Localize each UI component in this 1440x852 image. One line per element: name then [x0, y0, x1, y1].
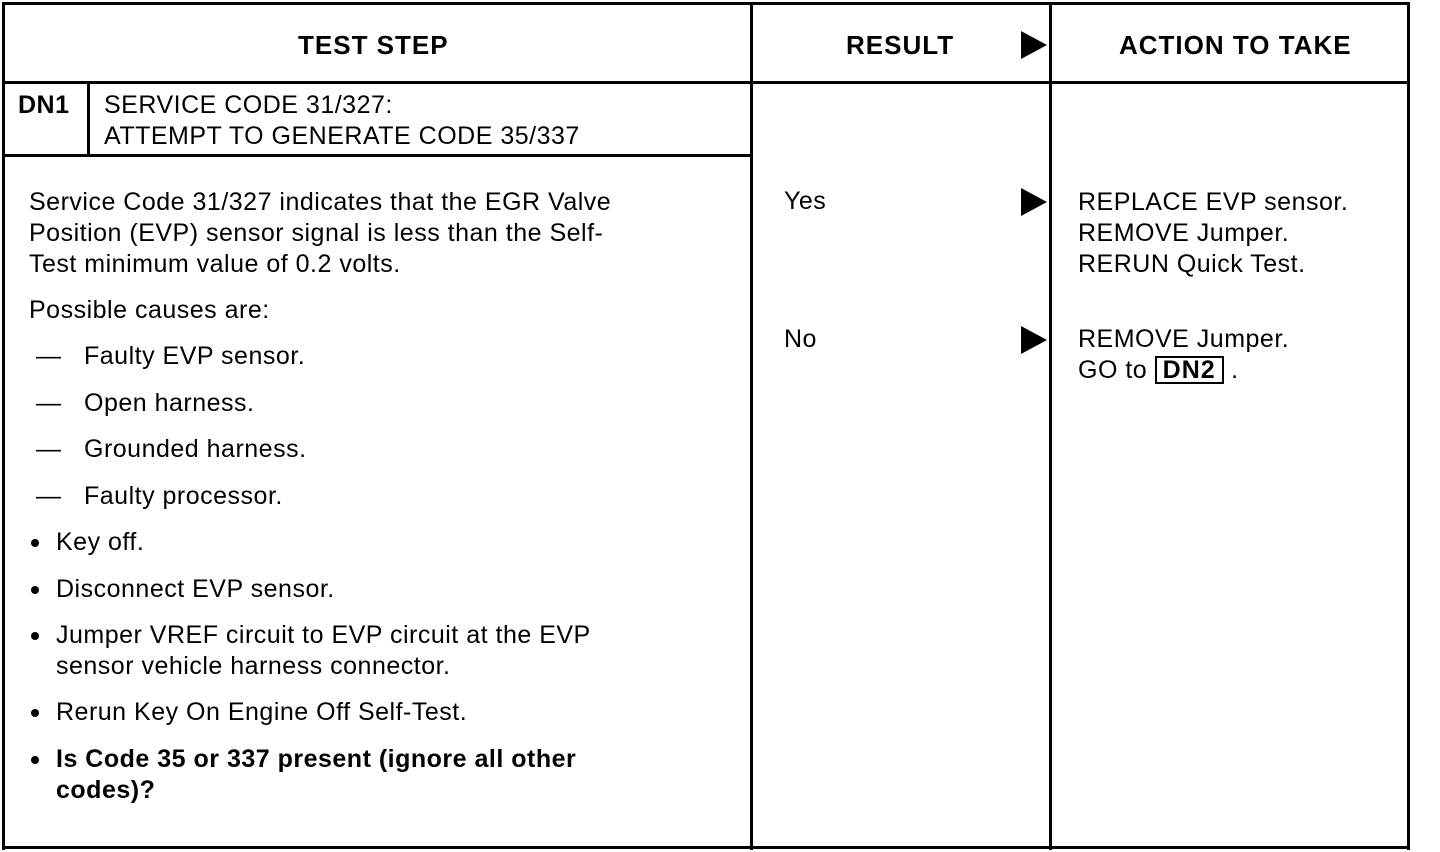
result-no: No [784, 325, 817, 353]
bullet-icon [31, 586, 39, 594]
action-goto-prefix: GO to [1078, 356, 1155, 384]
cause-item: Faulty processor. [84, 482, 283, 510]
action-no-line2 [1078, 355, 1239, 386]
header-test-step: TEST STEP [298, 30, 449, 60]
instruction-jumper-line1: Jumper VREF circuit to EVP circuit at the EVP [56, 621, 591, 649]
step-title-line1: SERVICE CODE 31/327: [104, 91, 393, 119]
result-yes: Yes [784, 187, 827, 215]
causes-intro: Possible causes are: [29, 296, 270, 324]
table-border-bottom [2, 846, 1410, 849]
step-id: DN1 [18, 91, 70, 119]
question-line2: codes)? [56, 776, 156, 804]
action-yes-line1: REPLACE EVP sensor. [1078, 188, 1349, 216]
instruction-disconnect: Disconnect EVP sensor. [56, 575, 335, 603]
step-title-line2: ATTEMPT TO GENERATE CODE 35/337 [104, 122, 580, 150]
action-goto-suffix: . [1223, 356, 1239, 384]
cause-dash: — [36, 435, 61, 463]
instruction-key-off: Key off. [56, 528, 145, 556]
description-line1: Service Code 31/327 indicates that the EGR Valve [29, 188, 612, 216]
bullet-icon [31, 539, 39, 547]
description-line2: Position (EVP) sensor signal is less than the Self- [29, 219, 604, 247]
column-divider-2 [1049, 2, 1052, 850]
instruction-rerun: Rerun Key On Engine Off Self-Test. [56, 698, 468, 726]
cause-item: Open harness. [84, 389, 255, 417]
result-yes-arrow-icon [1021, 188, 1047, 216]
result-no-arrow-icon [1021, 326, 1047, 354]
header-arrow-icon [1021, 31, 1047, 59]
cause-item: Faulty EVP sensor. [84, 342, 306, 370]
bullet-icon [31, 756, 39, 764]
cause-item: Grounded harness. [84, 435, 307, 463]
step-title-rule [2, 154, 752, 157]
column-divider-1 [750, 2, 753, 850]
step-id-divider [87, 82, 90, 156]
step-reference-dn2[interactable]: DN2 [1155, 356, 1224, 384]
cause-dash: — [36, 342, 61, 370]
table-border-top [2, 2, 1410, 5]
action-yes-line3: RERUN Quick Test. [1078, 250, 1306, 278]
action-yes-line2: REMOVE Jumper. [1078, 219, 1290, 247]
header-rule [2, 81, 1410, 84]
table-border-right [1407, 2, 1410, 850]
instruction-jumper-line2: sensor vehicle harness connector. [56, 652, 451, 680]
cause-dash: — [36, 482, 61, 510]
bullet-icon [31, 632, 39, 640]
table-border-left [2, 2, 5, 850]
description-line3: Test minimum value of 0.2 volts. [29, 250, 401, 278]
question-line1: Is Code 35 or 337 present (ignore all other [56, 745, 577, 773]
header-result: RESULT [846, 30, 955, 60]
bullet-icon [31, 709, 39, 717]
cause-dash: — [36, 389, 61, 417]
action-no-line1: REMOVE Jumper. [1078, 325, 1290, 353]
header-action: ACTION TO TAKE [1119, 30, 1352, 60]
